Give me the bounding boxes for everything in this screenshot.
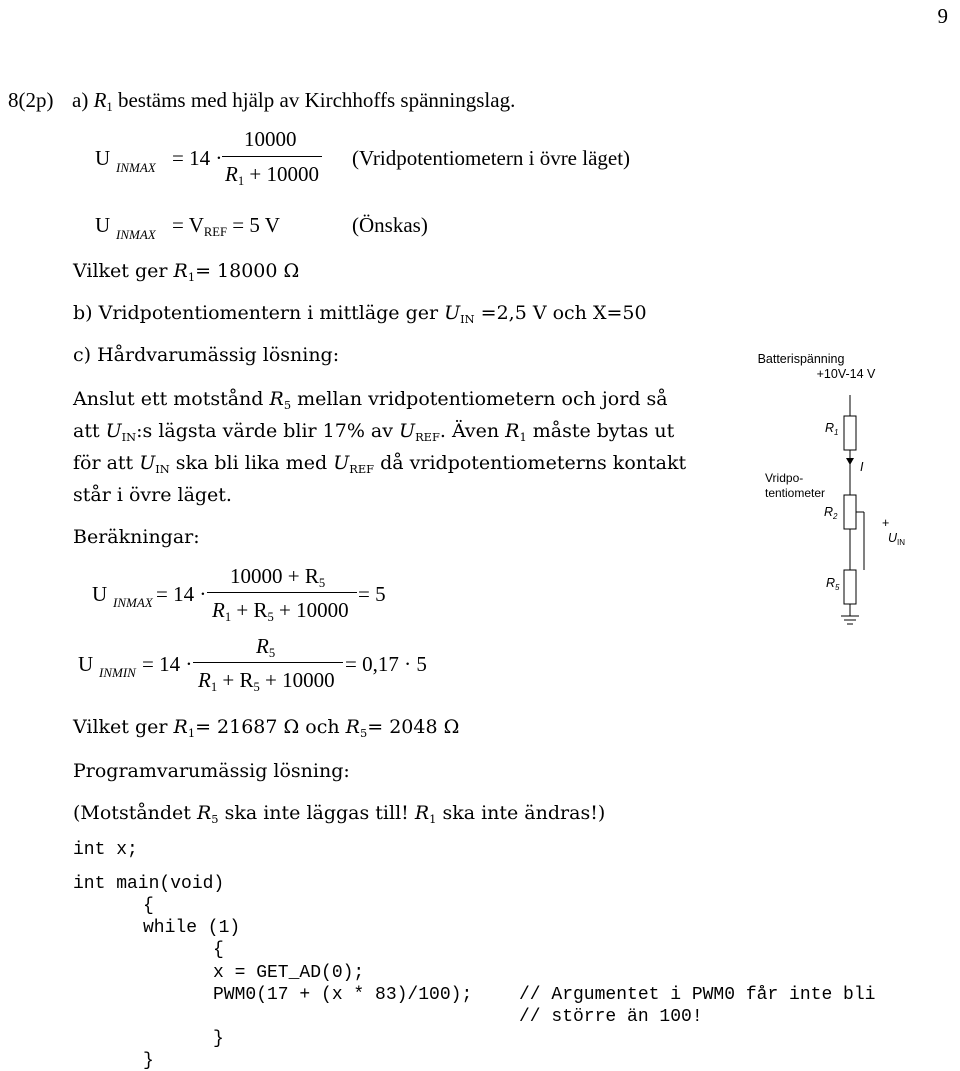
code-comment: // Argumentet i PWM0 får inte bli — [519, 985, 876, 1005]
software-heading: Programvarumässig lösning: — [73, 760, 350, 782]
r1-label: $R_1$ — [825, 421, 839, 437]
code-line: } — [213, 1029, 224, 1049]
code-comment: // större än 100! — [519, 1007, 703, 1027]
resistor-r5 — [844, 570, 856, 604]
code-line: PWM0(17 + (x * 83)/100); — [213, 985, 473, 1005]
battery-label-line1: Batterispänning — [757, 352, 845, 366]
code-line: } — [143, 1051, 154, 1071]
part-a-intro: a) $R_1$ bestäms med hjälp av Kirchhoffs spänningslag. — [72, 88, 516, 114]
code-line: x = GET_AD(0); — [213, 963, 365, 983]
part-a-result: Vilket ger $R_1= 18000$ Ω — [73, 260, 300, 284]
part-b: b) Vridpotentiomentern i mittläge ger $U_{IN} =2,5$ V och X=50 — [73, 302, 647, 326]
r2-label: $R_2$ — [824, 505, 838, 521]
part-c-result: Vilket ger $R_1= 21687$ Ω och $R_5= 2048$ Ω — [73, 716, 460, 740]
software-note: (Motståndet $R_5$ ska inte läggas till! $R_1$ ska inte ändras!) — [73, 802, 606, 826]
circuit-diagram — [740, 340, 950, 640]
code-line: { — [213, 940, 224, 960]
calculations-heading: Beräkningar: — [73, 526, 200, 548]
uin-plus: + — [882, 516, 890, 530]
current-label: I — [860, 460, 864, 474]
code-line: while (1) — [143, 918, 241, 938]
code-line: int main(void) — [73, 874, 225, 894]
part-c-heading: c) Hårdvarumässig lösning: — [73, 344, 340, 366]
vridpo-label-line1: Vridpo- — [765, 471, 804, 485]
code-line: { — [143, 896, 154, 916]
resistor-r1 — [844, 416, 856, 450]
page-number: 9 — [937, 4, 948, 28]
r5-label: $R_5$ — [826, 576, 840, 592]
resistor-r2 — [844, 495, 856, 529]
problem-number: 8(2p) — [8, 88, 54, 112]
battery-label-line2: +10V-14 V — [816, 367, 876, 381]
current-arrow — [846, 458, 854, 465]
code-line: int x; — [73, 840, 138, 860]
vridpo-label-line2: tentiometer — [765, 486, 826, 500]
uin-label: $U_{IN}$ — [888, 531, 906, 547]
